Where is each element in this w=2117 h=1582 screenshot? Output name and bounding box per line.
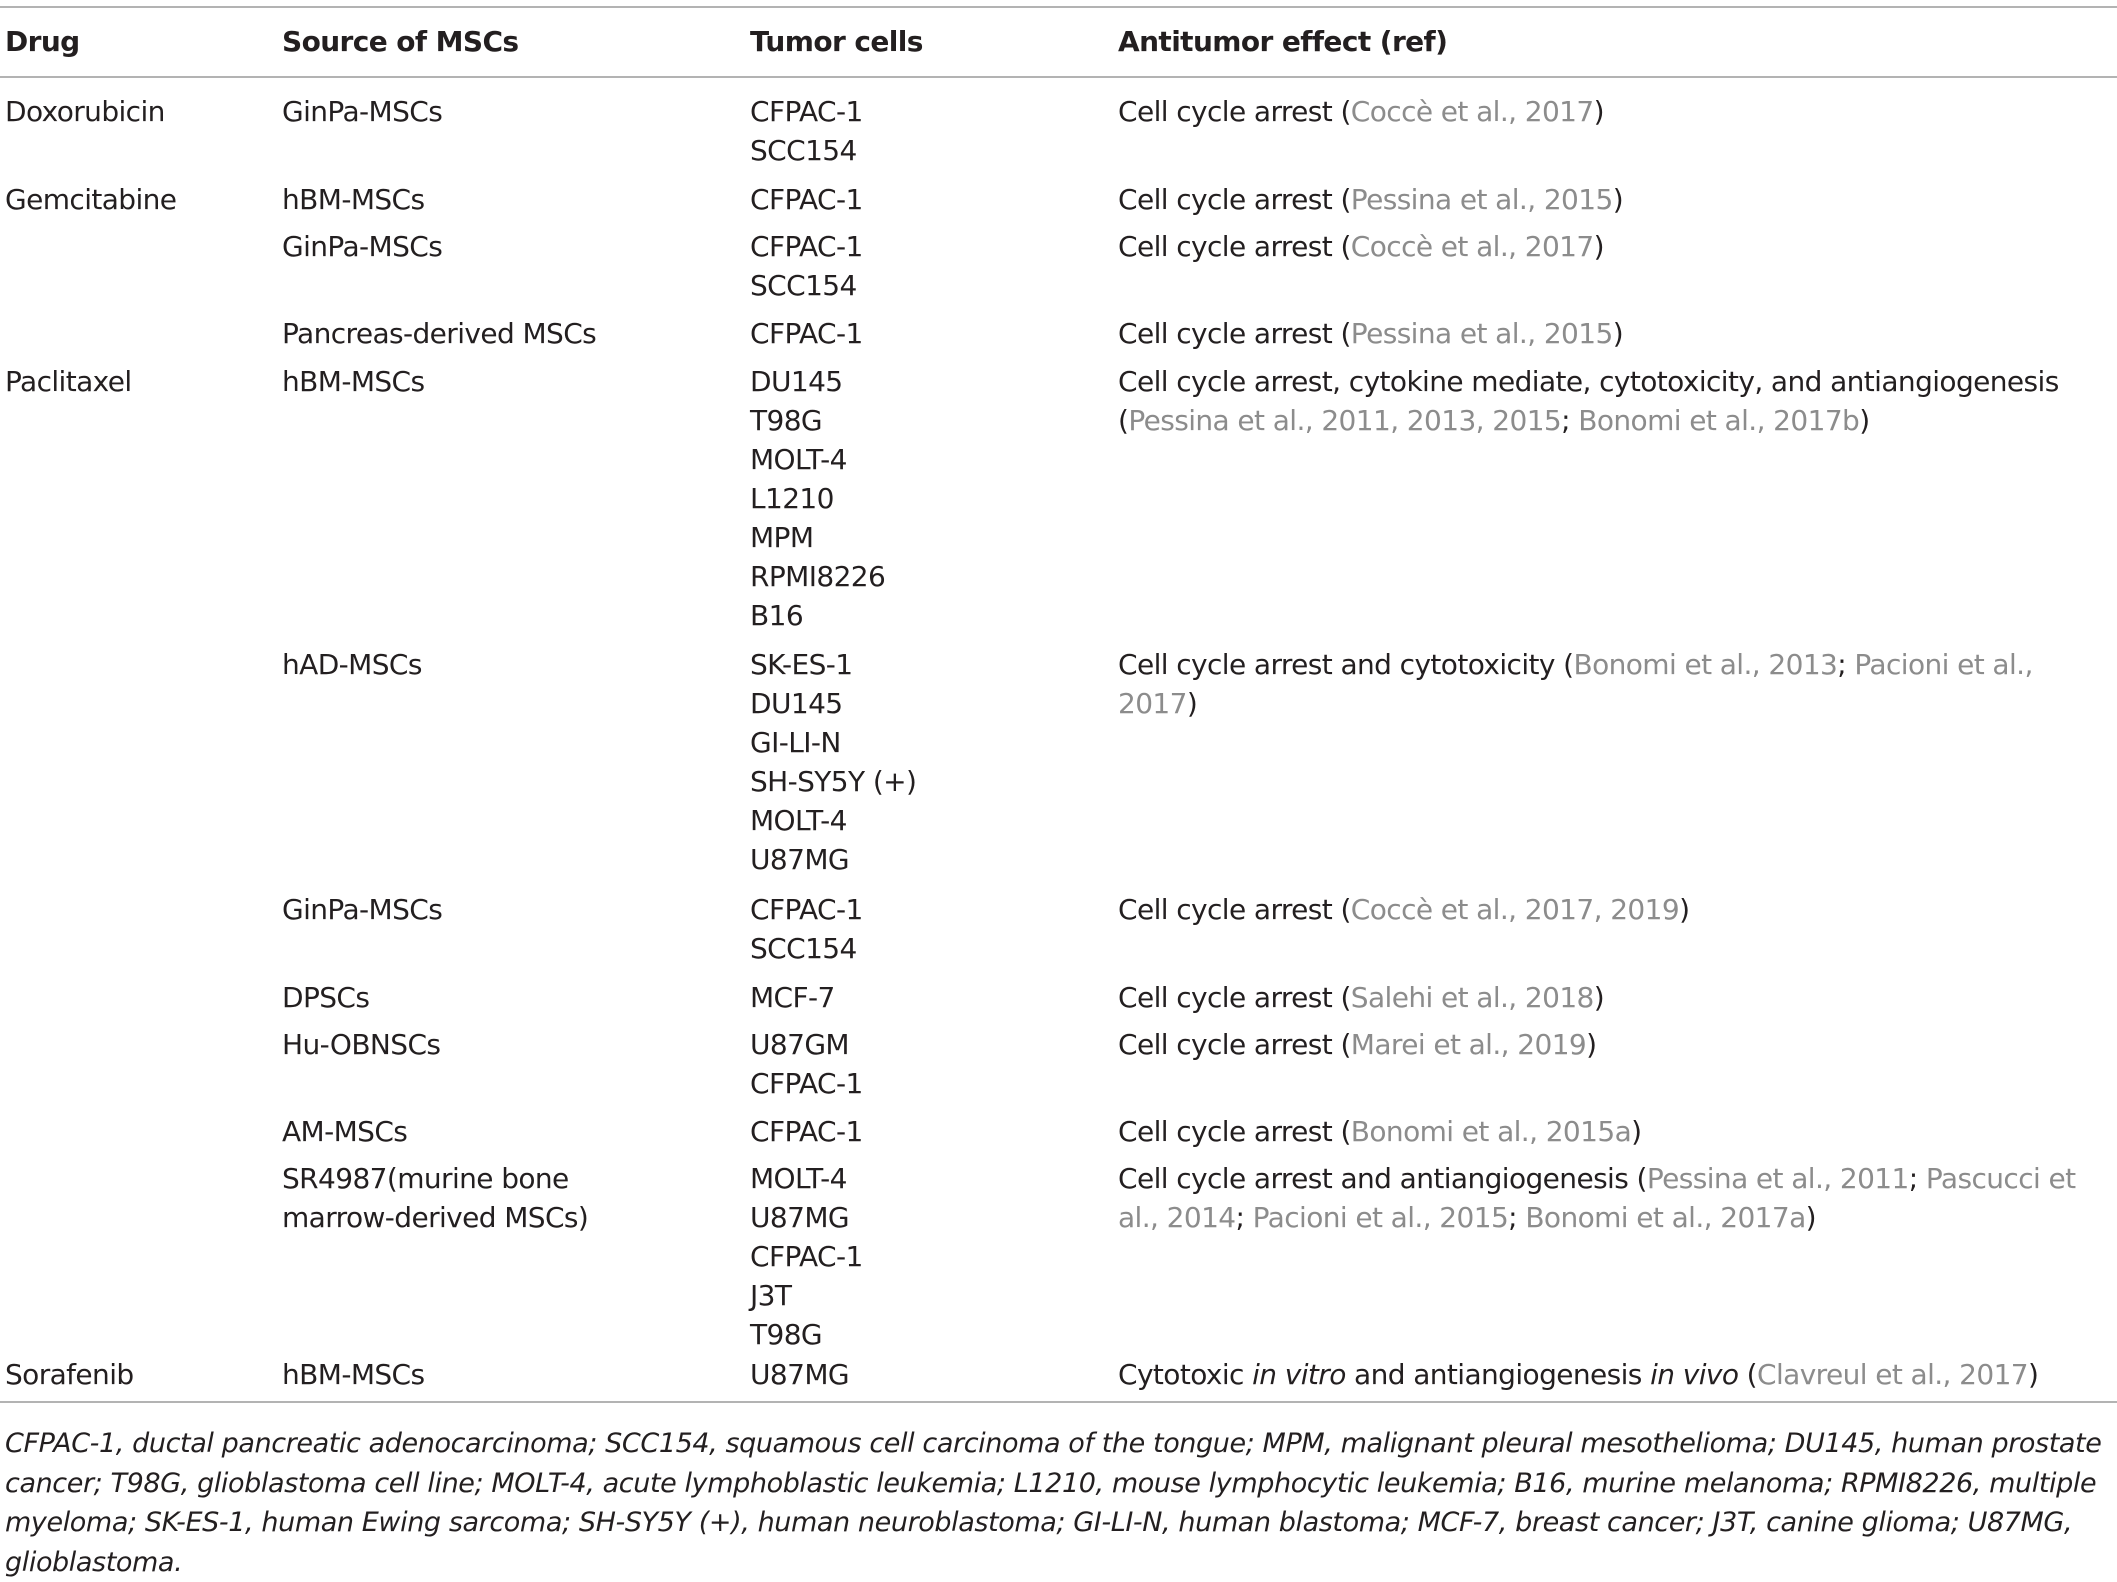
source-line: marrow-derived MSCs)	[282, 1201, 589, 1234]
effect-cell	[1118, 978, 2113, 1017]
tumor-line: GI-LI-N	[750, 726, 841, 759]
tumor-line: CFPAC-1	[750, 1067, 863, 1100]
ref-close: )	[1586, 1028, 1597, 1061]
drug-cell: Sorafenib	[5, 1358, 134, 1391]
effect-cell	[1118, 362, 2113, 440]
tumor-line: MOLT-4	[750, 804, 847, 837]
source-cell: AM-MSCs	[282, 1115, 408, 1148]
effect-text: Cell cycle arrest	[1118, 1115, 1333, 1148]
ref-separator: ;	[1837, 648, 1855, 681]
effect-text: Cytotoxic	[1118, 1358, 1253, 1391]
tumor-line: CFPAC-1	[750, 183, 863, 216]
header-source: Source of MSCs	[282, 25, 519, 58]
effect-cell	[1118, 227, 2113, 266]
source-cell: hBM-MSCs	[282, 1358, 425, 1391]
tumor-line: U87MG	[750, 843, 849, 876]
tumor-line: CFPAC-1	[750, 1115, 863, 1148]
drug-cell: Paclitaxel	[5, 365, 132, 398]
ref-open: (	[1118, 404, 1129, 437]
tumor-line: MPM	[750, 521, 814, 554]
table-bottom-rule	[0, 1401, 2117, 1403]
tumor-line: MCF-7	[750, 981, 835, 1014]
ref-open: (	[1332, 1028, 1351, 1061]
effect-cell	[1118, 92, 2113, 131]
effect-cell	[1118, 890, 2113, 929]
effect-cell	[1118, 1355, 2113, 1394]
source-cell: DPSCs	[282, 981, 370, 1014]
effect-text-italic: in vitro	[1252, 1358, 1346, 1391]
reference-link[interactable]: Pacioni et al., 2015	[1252, 1201, 1509, 1234]
reference-link[interactable]: Pessina et al., 2015	[1350, 183, 1613, 216]
header-drug: Drug	[5, 25, 80, 58]
source-line: SR4987(murine bone	[282, 1162, 569, 1195]
header-effect: Antitumor effect (ref)	[1118, 25, 1448, 58]
effect-cell	[1118, 1159, 2113, 1237]
tumor-line: CFPAC-1	[750, 893, 863, 926]
reference-link[interactable]: Coccè et al., 2017	[1350, 230, 1594, 263]
tumor-line: CFPAC-1	[750, 230, 863, 263]
tumor-line: RPMI8226	[750, 560, 886, 593]
ref-close: )	[1593, 230, 1604, 263]
reference-link[interactable]: Bonomi et al., 2015a	[1350, 1115, 1632, 1148]
ref-close: )	[2028, 1358, 2039, 1391]
ref-separator: ;	[1908, 1162, 1926, 1195]
reference-link[interactable]: Bonomi et al., 2017a	[1525, 1201, 1806, 1234]
ref-open: (	[1332, 893, 1351, 926]
tumor-cell	[750, 92, 863, 170]
drug-cell: Gemcitabine	[5, 183, 177, 216]
source-cell: Hu-OBNSCs	[282, 1028, 441, 1061]
tumor-cell	[750, 1025, 863, 1103]
source-cell	[282, 1159, 588, 1237]
tumor-line: B16	[750, 599, 804, 632]
ref-close: )	[1631, 1115, 1642, 1148]
ref-open: (	[1332, 95, 1351, 128]
ref-close: )	[1186, 687, 1198, 720]
source-cell: hAD-MSCs	[282, 648, 422, 681]
reference-link[interactable]: Salehi et al., 2018	[1350, 981, 1594, 1014]
tumor-line: L1210	[750, 482, 834, 515]
table-top-rule	[0, 6, 2117, 8]
reference-link[interactable]: Bonomi et al., 2017b	[1578, 404, 1860, 437]
table-header-rule	[0, 76, 2117, 78]
reference-link[interactable]: Clavreul et al., 2017	[1757, 1358, 2029, 1391]
reference-link[interactable]: Pacioni et al., 2017	[1118, 648, 2033, 720]
tumor-cell	[750, 978, 835, 1017]
tumor-cell	[750, 890, 863, 968]
source-cell: GinPa-MSCs	[282, 95, 443, 128]
tumor-cell	[750, 227, 863, 305]
effect-cell	[1118, 1025, 2113, 1064]
effect-text: Cell cycle arrest	[1118, 95, 1333, 128]
ref-close: )	[1593, 95, 1604, 128]
effect-text: Cell cycle arrest	[1118, 230, 1333, 263]
effect-text: Cell cycle arrest	[1118, 981, 1333, 1014]
effect-text: Cell cycle arrest	[1118, 317, 1333, 350]
tumor-cell	[750, 1112, 863, 1151]
tumor-cell	[750, 314, 863, 353]
effect-text: Cell cycle arrest and cytotoxicity	[1118, 648, 1555, 681]
ref-open: (	[1628, 1162, 1647, 1195]
source-cell: hBM-MSCs	[282, 365, 425, 398]
drug-cell: Doxorubicin	[5, 95, 165, 128]
tumor-cell	[750, 1355, 849, 1394]
tumor-line: SK-ES-1	[750, 648, 853, 681]
tumor-line: SCC154	[750, 269, 857, 302]
header-tumor: Tumor cells	[750, 25, 923, 58]
reference-link[interactable]: Pessina et al., 2011, 2013, 2015	[1128, 404, 1562, 437]
tumor-line: CFPAC-1	[750, 95, 863, 128]
tumor-line: SCC154	[750, 134, 857, 167]
source-cell: Pancreas-derived MSCs	[282, 317, 597, 350]
tumor-line: U87MG	[750, 1358, 849, 1391]
tumor-line: U87MG	[750, 1201, 849, 1234]
source-cell: hBM-MSCs	[282, 183, 425, 216]
effect-text: Cell cycle arrest	[1118, 183, 1333, 216]
ref-open: (	[1554, 648, 1574, 681]
tumor-cell	[750, 362, 885, 635]
ref-open: (	[1332, 183, 1351, 216]
tumor-line: J3T	[750, 1279, 792, 1312]
tumor-line: SH-SY5Y (+)	[750, 765, 917, 798]
ref-open: (	[1332, 230, 1351, 263]
ref-separator: ;	[1508, 1201, 1526, 1234]
ref-close: )	[1593, 981, 1605, 1014]
tumor-cell	[750, 180, 863, 219]
reference-link[interactable]: Pessina et al., 2015	[1350, 317, 1613, 350]
tumor-cell	[750, 1159, 863, 1354]
effect-text: Cell cycle arrest, cytokine mediate, cytotoxicity, and antiangiogenesis	[1118, 365, 2059, 398]
tumor-line: DU145	[750, 687, 843, 720]
table-footnote: CFPAC-1, ductal pancreatic adenocarcinoma; SCC154, squamous cell carcinoma of the tongue; MPM, malignant pleural mesothelioma; DU145, human prostate cancer; T98G, glioblastoma cell line; MOLT-4, acute lymphoblastic leukemia; L1210, mouse lymphocytic leukemia; B16, murine melanoma; RPMI8226, multiple myeloma; SK-ES-1, human Ewing sarcoma; SH-SY5Y (+), human neuroblastoma; GI-LI-N, human blastoma; MCF-7, breast cancer; J3T, canine glioma; U87MG, glioblastoma.	[5, 1428, 2102, 1578]
ref-separator: ;	[1561, 404, 1579, 437]
ref-close: )	[1805, 1201, 1816, 1234]
reference-link[interactable]: Pascucci et al., 2014	[1118, 1162, 2076, 1234]
reference-link[interactable]: Coccè et al., 2017	[1350, 95, 1594, 128]
ref-close: )	[1612, 183, 1624, 216]
effect-cell	[1118, 1112, 2113, 1151]
ref-open: (	[1332, 1115, 1351, 1148]
effect-text: and antiangiogenesis	[1345, 1358, 1651, 1391]
effect-text: Cell cycle arrest	[1118, 1028, 1333, 1061]
ref-open: (	[1332, 317, 1351, 350]
tumor-line: U87GM	[750, 1028, 849, 1061]
reference-link[interactable]: Pessina et al., 2011	[1646, 1162, 1909, 1195]
tumor-line: DU145	[750, 365, 843, 398]
ref-open: (	[1332, 981, 1351, 1014]
source-cell: GinPa-MSCs	[282, 230, 443, 263]
effect-text-italic: in vivo	[1650, 1358, 1739, 1391]
tumor-line: CFPAC-1	[750, 1240, 863, 1273]
tumor-line: T98G	[750, 404, 823, 437]
reference-link[interactable]: Coccè et al., 2017, 2019	[1350, 893, 1680, 926]
effect-cell	[1118, 314, 2113, 353]
tumor-line: CFPAC-1	[750, 317, 863, 350]
tumor-line: MOLT-4	[750, 443, 847, 476]
reference-link[interactable]: Bonomi et al., 2013	[1573, 648, 1838, 681]
effect-cell	[1118, 180, 2113, 219]
tumor-line: T98G	[750, 1318, 823, 1351]
table-header-row	[0, 22, 2117, 62]
ref-close: )	[1612, 317, 1624, 350]
ref-close: )	[1679, 893, 1690, 926]
ref-close: )	[1859, 404, 1870, 437]
effect-text: Cell cycle arrest and antiangiogenesis	[1118, 1162, 1629, 1195]
tumor-cell	[750, 645, 916, 879]
ref-separator: ;	[1235, 1201, 1253, 1234]
source-cell: GinPa-MSCs	[282, 893, 443, 926]
effect-cell	[1118, 645, 2113, 723]
tumor-line: MOLT-4	[750, 1162, 847, 1195]
effect-text: Cell cycle arrest	[1118, 893, 1333, 926]
reference-link[interactable]: Marei et al., 2019	[1350, 1028, 1587, 1061]
tumor-line: SCC154	[750, 932, 857, 965]
ref-open: (	[1738, 1358, 1757, 1391]
